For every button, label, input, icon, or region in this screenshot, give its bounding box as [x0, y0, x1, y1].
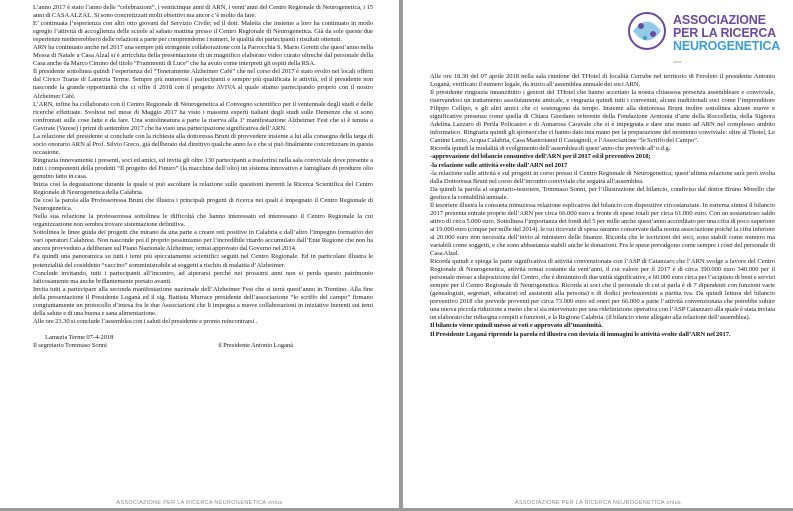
right-paragraph: Ricorda quindi la modalità di svolgimento dell’assemblea di quest’anno che prevede all’o.d.g.	[430, 145, 671, 153]
left-paragraph: Conclude invitando, tutti i partecipanti all’incontro, ad aiperarsi perché nei prossimi anni non si perda questo patrimonio faticosamente ma anche brillantemente portato avanti.	[33, 269, 373, 285]
right-paragraph: Da quindi la parola al segretario-tesoriere, Tommaso Sonni, per l’illustrazione del bilancio, condiviso dal dottor Bruno Morello che gestisce la contabilità annuale.	[430, 185, 775, 201]
right-paragraph: Ricorda quindi e spiega la parte significativa di attività convenzionata con l’ASP di Catanzaro che l’ARN svolge a favore del Centro Regionale di Neurogenetica, attività ormai costante da vent’anni, il cui valore per il 2017 è di circa 390.000 euro 340.000 per il personale messo a disposizione del Centro, che è diminuito di due unità significative, e 60.000 euro circa per l’acquisto di beni e servizi sempre per il Centro Regionale di Neurogenetica. Ricorda ai soci che il personale di cui si parla è di 7 dipendenti con funzioni varie (genealogisti, segretari, educatori ed assistenti alla persona) e di dodici professionisti a partita iva. Da quindi lettura del bilancio preventivo 2018 che prevede proventi per circa 73.000 euro ed oneri per 66.000 a parte l’attività convenzionata che potrebbe subire una nuova piccola riduzione a meno che si sia intervenuto per una ridefinizione operativa con l’ASP Catanzaro alla quale è stata inviata un elaborato che ridisegna compiti e funzioni, e la Regione Calabria. (il bilancio viene allegato alla relazione dell’assemblea).	[430, 258, 775, 322]
right-paragraph: Il tesoriere illustra la consueta minuziosa relazione esplicativa del bilancio con dispositive circostanziate. In estrema sintesi il bilancio 2017 presenta entrate proprie dell’ARN per circa 66.000 euro a fronte di spese totali per circa 61.000 euro. Con un sostanzioso saldo attivo di circa 5.000 euro. Sottolinea l’importanza dei fondi del 5 per mille anche quest’anno accreditato per una cifra di poco superiore ai 19.000 euro (cinque per mille del 2014). le cui ricevute di spesa saranno conservate dalla nostra associazione poiché la cifra inferiore ai 20.000 euro non necessita dell’invio al ministero delle finanze. Ricorda che le iscrizioni dei soci, sono stabili come numero ma variabili come soggetti, e che sono abbastanza stabili anche le donazioni. Fra le spese prevalgono come sempre i costi del personale di Casa Alzal.	[430, 201, 775, 258]
logo-line-2: PER LA RICERCA	[673, 26, 776, 40]
left-paragraph: Fa quindi una panoramica su tutti i temi più spiccatamente scientifici seguiti nel Centro Regionale. Ed in particolare illustra le potenzialità del cosiddetto “vaccino” somministrabile ai soggetti a rischio di malattia d’Alzheimer.	[33, 253, 373, 269]
left-body-text	[33, 4, 373, 350]
logo-suffix: onlus	[673, 59, 682, 64]
left-paragraph: La relazione del presidente si conclude con la richiesta alla dottoressa Bruni di provvedere insieme a lui alla consegna della targa di socio onorario ARN al Prof. Silvio Greco, già dellberato dal direttivo qualche anno fa e che si può finalmente concretizzare in questa occasione.	[33, 132, 373, 156]
left-paragraph: Da così la parola alla Professoressa Bruni che illustra i principali progetti di ricerca nei quali è impegnato il Centro Regionale di Neurogenetica.	[33, 197, 373, 213]
right-paragraph: Il Presidente Loganà riprende la parola ed illustra con dovizia di immagini le attività svolte dall’ARN nel 2017.	[430, 330, 731, 338]
place-date: Lamezia Terme 07-4-2018	[45, 333, 114, 341]
signature-line	[33, 342, 373, 350]
left-footer: ASSOCIAZIONE PER LA RICERCA NEUROGENETICA onlus	[116, 500, 283, 506]
right-paragraph: -la relazione sulle attività e sul progetti in corso presso il Centro Regionale di Neurogenetica; quest’ultima relazione sarà però svolta dalla Dottoressa Bruni nel corso dell’incontro conviviale che seguirà all’assemblea.	[430, 169, 775, 185]
right-footer: ASSOCIAZIONE PER LA RICERCA NEUROGENETICA onlus	[514, 500, 681, 506]
left-paragraph: L’ARN, infine ha collaborato con il Centro Regionale di Neurogenetica al Convegno scientifico per il ventennale degli studi e delle ricerche effettuate. Svoltosi nel mese di Maggio 2017 ha visto i massimi esperti italiani degli studi sulle Demenze che si sono confrontati sulle cose fatte e da fare. Una sottolineatura a parte la riserva alla 1ª manifestazione Alzheimer Fest che si è tenuta a Gavirate (Varese) i primi di settembre 2017 che ha visto una partecipazione significativa dell’ARN.	[33, 100, 373, 132]
right-paragraph: -la relazione sulle attività svolte dall’ARN nel 2017	[430, 161, 568, 169]
right-body-text	[430, 73, 775, 339]
logo-line-1: ASSOCIAZIONE	[673, 13, 766, 27]
brain-logo-icon	[623, 8, 671, 54]
secretary-signature: Il segretario Tommaso Sonni	[33, 341, 107, 349]
left-paragraph: E’ continuata l’esperienza con altri otto giovani del Servizio Civile; ed il dott. Maletta che insieme a loro ha continuato in modo egregio l’attività di accoglienza delle scuole al sabato mattina presso il Centro Regionale di Neurogenetica. Già da sole queste due esperienze mettererebbero delle relazioni a parte per comprenderne i numeri, le qualità dei partecipanti i risultati ottenuti.	[33, 20, 373, 44]
president-signature: il Presidente Antonio Loganà	[218, 341, 293, 349]
spacer	[33, 326, 373, 334]
left-paragraph: ARN ha continuato anche nel 2017 una sempre più stringente collaborazione con la Parrocchia S. Mario Goretti che quest’anno nella Messa di Natale a Casa Alzal si è arricchita della presentazione di un magnifico elaborato video curato oltreché dal personale della Casa anche da Marco Cimino del titolo “Frammenti di Luce” che ha avuto come interpreti gli ospiti della RSA.	[33, 44, 373, 68]
logo-line-3-text: NEUROGENETICA	[673, 39, 780, 53]
right-paragraph: -approvazione del bilancio consuntivo dell’ARN per il 2017 ed il preventivo 2018;	[430, 153, 651, 161]
left-paragraph: Invita tutti a partecipare alla seconda manifestazione nazionale dell’Alzheimer Fest che si terrà quest’anno in Trentino. Alla fine della presentazione il Presidente Loganà ed il sig. Battista Murrace presidente dell’associazione “lo scriffo del campo” firmano congiuntamente un protocollo d’intesa fra le due Associazioni che li impegna a nuove collaborazioni in iniziative inerenti sui temi della salute e di una buona e sana alimentazione.	[33, 285, 373, 317]
left-paragraph: L’anno 2017 è stato l’anno delle “celebrazioni”, i venticinque anni di ARN, i venti’anni del Centro Regionale di Neurogenetica, i 15 anni di CASA ALZAL. Si sono concretizzati molti obiettivi ma ancor c’è molto da fare.	[33, 4, 373, 20]
logo-line-3	[673, 40, 783, 68]
left-paragraph: Nella sua relazione la professoressa sottolinea le difficoltà che hanno interessato ed interessano il Centro Regionale la cui organizzazione non sembra trovare sistemazione definitiva.	[33, 213, 373, 229]
left-paragraph: Ringrazia innovamente i presenti, soci ed amici, ed invita gli oltre 130 partecipanti a trasferirsi nella sala conviviale dove presente a tutti i componenti della prodotti “Il progetto del Futuro” (la macchina dell’olio) un sistema innovativo e famigliare di produrre olio genuino fatto in casa.	[33, 156, 373, 180]
right-paragraph: Alle ore 18.30 del 07 aprile 2018 nella sala riunione del THotel di località Cerrube nel territorio di Feroleto il presidente Antonio Loganà, verificato il numero legale, da inizio all’assemblea annuale dei soci ARN.	[430, 73, 775, 89]
left-paragraph: Il presidente sottolinea quindi l’esperienza del “Teneramente Alzheimer Café” che nel corso del 2017 è stato svolto nei locali offerti dal Civico Trame di Lamezia Terme. Sempre più numerosi i partecipanti e sempre più qualificata le attività, ed il presidente non nasconde la grande opportunità che ci offre il 2018 con il progetto AVIVA al quale stiamo partecipando proprio con il nostro Alzheimer Café.	[33, 68, 373, 100]
document-page-right	[403, 0, 793, 508]
left-paragraph: Alle ore 23.30 si conclude l’assemblea con i saluti del presidente e pronto reincontrarsi .	[33, 317, 258, 325]
right-paragraph: Il presidente ringrazia innanzitutto i gestori del THotel che hanno accettato la nostra chiassosa presenza assembleare e conviviale, riservandoci un trattamento assolutamente amicale, e ringrazia quindi tutti i convenuti, alcuni tradizionali soci come l’imprenditore Filippo Cellipo, e gli altri amici che ci sostengono da tempo. Insieme alla dottoressa Bruni inoltre sottolinea alcune nuove e significative presenze come quella di Chiara Giordano referente della Fondazione Armonia d’arte della Roccelletta, della Signora Adelina Lazzaro di Perila Policastro e di Annarosa Caravale che si è impegnata e dare una mano ad ARN nel complesso ambito informatico. Ringrazia quindi gli sponsor che ci hanno dato una mano per la preparazione del momento conviviale: oltre al Thotel, Le Cantine Lento, Acqua Calabria, Casa Mastroianni il Castagnoli, e l’Associazione “le Scriffo del Campo”.	[430, 89, 775, 145]
association-logo	[623, 8, 783, 64]
left-paragraph: Inizia così la degustazione durante la quale si può ascoltare la relazione sulle questioni inerenti la Ricerca Scientifica del Centro Regionale di Neurogenetica della Calabria.	[33, 181, 373, 197]
right-paragraph: Il bilancio viene quindi messo ai voti e approvato all’unanimità.	[430, 322, 603, 330]
left-paragraph: Sottolinea le linee guida dei progetti che mirano da una parte a creare reti positive in Calabria e dall’altro l’impegno formativo dei vari operatori Calabresi. Non nasconde poi il proprio pessimismo per l’incredibile ritardo accumulato dall’Ente Regione che non ha ancora provveduto a deliberare sul Piano Nazionale Alzheimer, ormai approvato dal Governo nel 2014.	[33, 229, 373, 253]
logo-text	[673, 14, 783, 68]
